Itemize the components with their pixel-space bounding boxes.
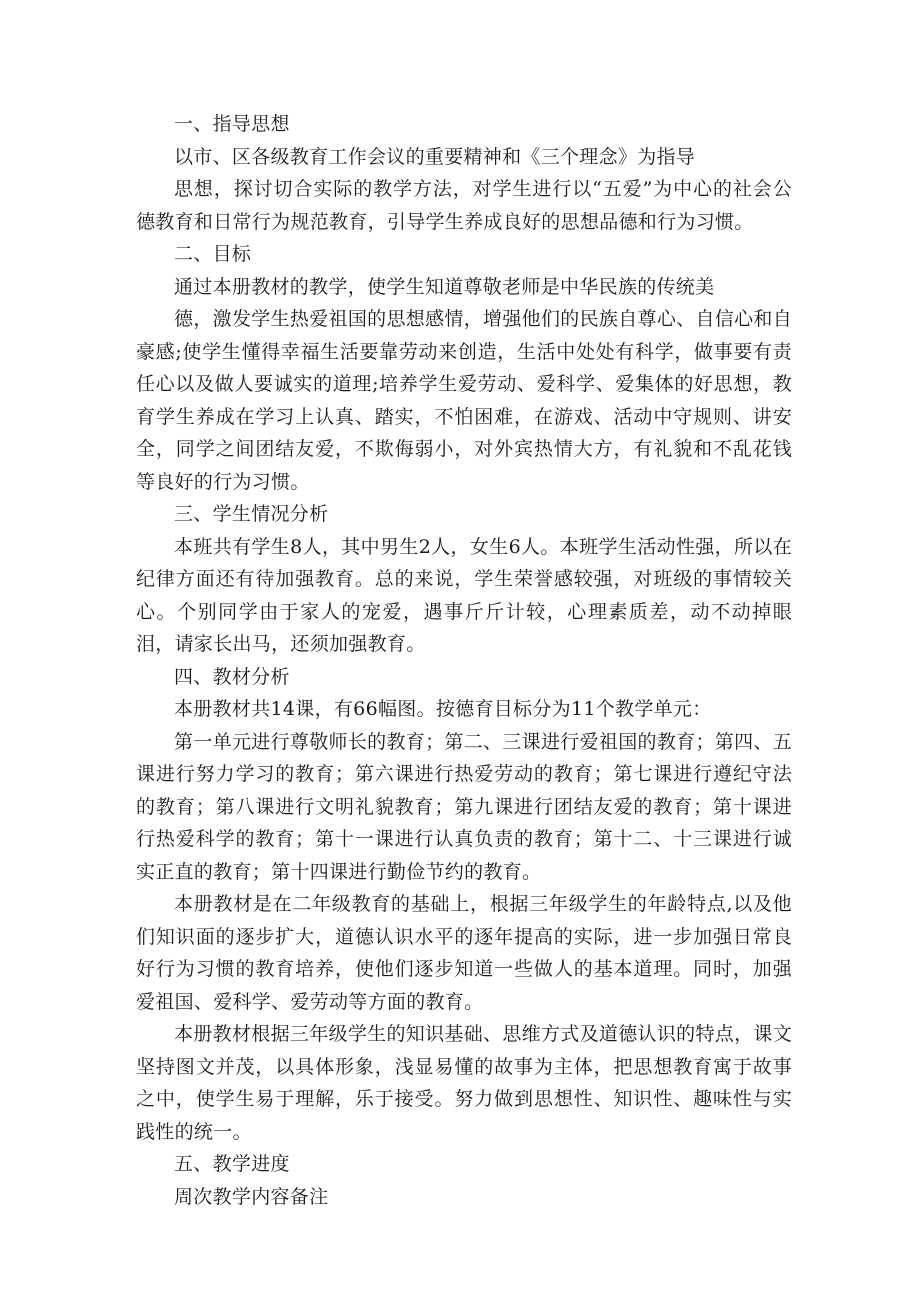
paragraph: 通过本册教材的教学，使学生知道尊敬老师是中华民族的传统美 [174,275,715,298]
section-heading-teaching-schedule: 五、教学进度 [174,1153,290,1175]
paragraph: 本册教材根据三年级学生的知识基础、思维方式及道德认识的特点，课文坚持图文并茂，以具体形象，浅显易懂的故事为主体，把思想教育寓于故事之中，使学生易于理解，乐于接受。努力做到思想性、知识性、趣味性与实践性的统一。 [136,1023,792,1143]
paragraph: 本册教材共14课，有66幅图。按德育目标分为11个教学单元： [174,698,712,720]
paragraph: 本册教材是在二年级教育的基础上，根据三年级学生的年龄特点,以及他们知识面的逐步扩大，道德认识水平的逐年提高的实际，进一步加强日常良好行为习惯的教育培养，使他们逐步知道一些做人的基本道理。同时，加强爱祖国、爱科学、爱劳动等方面的教育。 [136,893,792,1013]
section-heading-textbook-analysis: 四、教材分析 [174,665,290,688]
paragraph: 思想，探讨切合实际的教学方法，对学生进行以“五爱”为中心的社会公德教育和日常行为规范教育，引导学生养成良好的思想品德和行为习惯。 [136,178,792,233]
paragraph: 第一单元进行尊敬师长的教育；第二、三课进行爱祖国的教育；第四、五课进行努力学习的教育；第六课进行热爱劳动的教育；第七课进行遵纪守法的教育；第八课进行文明礼貌教育；第九课进行团结友爱的教育；第十课进行热爱科学的教育；第十一课进行认真负责的教育；第十二、十三课进行诚实正直的教育；第十四课进行勤俭节约的教育。 [136,730,792,883]
document-body [136,108,792,1213]
section-heading-student-analysis: 三、学生情况分析 [174,503,329,525]
section-heading-guiding-thought: 一、指导思想 [174,113,290,135]
section-heading-goals: 二、目标 [174,243,252,265]
paragraph: 本班共有学生8人，其中男生2人，女生6人。本班学生活动性强，所以在纪律方面还有待加强教育。总的来说，学生荣誉感较强，对班级的事情较关心。个别同学由于家人的宠爱，遇事斤斤计较，心理素质差，动不动掉眼泪，请家长出马，还须加强教育。 [136,535,792,655]
paragraph: 周次教学内容备注 [174,1185,329,1208]
paragraph: 德，激发学生热爱祖国的思想感情，增强他们的民族自尊心、自信心和自豪感;使学生懂得幸福生活要靠劳动来创造，生活中处处有科学，做事要有责任心以及做人要诚实的道理;培养学生爱劳动、爱科学、爱集体的好思想，教育学生养成在学习上认真、踏实，不怕困难，在游戏、活动中守规则、讲安全，同学之间团结友爱，不欺侮弱小，对外宾热情大方，有礼貌和不乱花钱等良好的行为习惯。 [136,308,792,493]
paragraph: 以市、区各级教育工作会议的重要精神和《三个理念》为指导 [174,145,696,168]
